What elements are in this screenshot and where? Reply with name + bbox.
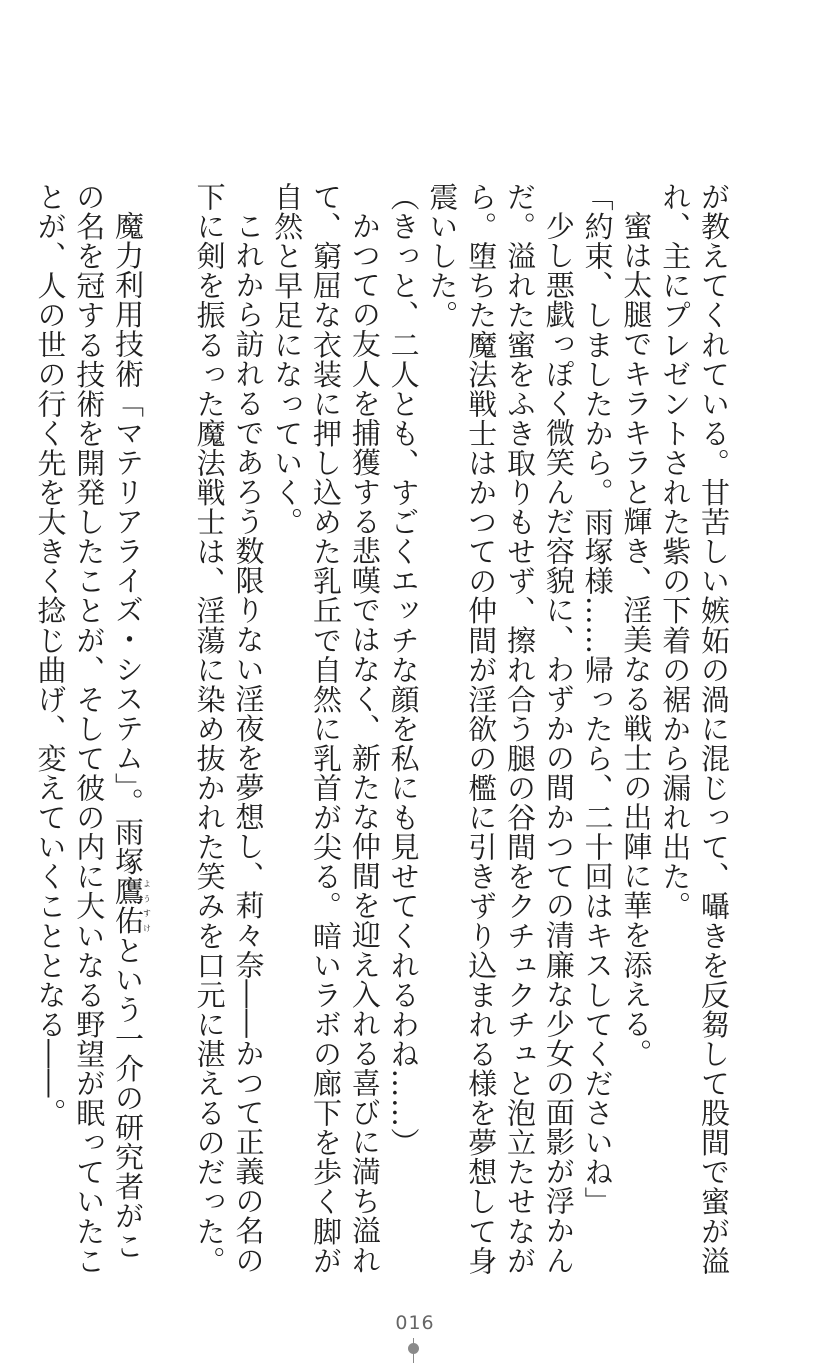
ruby-base: 鷹佑	[111, 876, 146, 936]
ruby-reading: ようすけ	[142, 876, 152, 936]
final-paragraph-end: という一介の研究者がこの名を冠する技術を開発したことが、そして彼の内に大いなる野望が眠っていたことが、人の世の行く先を大きく捻じ曲げ、変えていくこととなる――。	[33, 182, 146, 1276]
paragraph: が教えてくれている。甘苦しい嫉妬の渦に混じって、囁きを反芻して股間で蜜が溢れ、主にプレゼントされた紫の下着の裾から漏れ出た。	[658, 182, 731, 1276]
name-ruby	[111, 876, 152, 936]
page-marker-dot	[408, 1343, 419, 1354]
paragraph: かつての友人を捕獲する悲嘆ではなく、新たな仲間を迎え入れる喜びに満ち溢れて、窮屈な衣装に押し込めた乳丘で自然に乳首が尖る。暗いラボの廊下を歩く脚が自然と早足になっていく。	[270, 182, 382, 1276]
page-number: 016	[395, 1312, 435, 1334]
section-break	[151, 182, 190, 183]
thought-paragraph: （きっと、二人とも、すごくエッチな顔を私にも見せてくれるわね……）	[386, 182, 421, 1158]
paragraph: これから訪れるであろう数限りない淫夜を夢想し、莉々奈――かつて正義の名の下に剣を振るった魔法戦士は、淫蕩に染め抜かれた笑みを口元に湛えるのだった。	[192, 182, 266, 1276]
dialogue-paragraph: 「約束、しましたから。雨塚様……帰ったら、二十回はキスしてくださいね」	[580, 182, 615, 1217]
final-paragraph	[31, 182, 151, 1277]
paragraph: 蜜は太腿でキラキラと輝き、淫美なる戦士の出陣に華を添える。	[619, 211, 654, 1068]
final-paragraph-start: 魔力利用技術「マテリアライズ・システム」。雨塚	[111, 211, 146, 877]
paragraph: 少し悪戯っぽく微笑んだ容貌に、わずかの間かつての清廉な少女の面影が浮かんだ。溢れた蜜をふき取りもせず、擦れ合う腿の谷間をクチュクチュと泡立たせながら。堕ちた魔法戦士はかつての仲間が淫欲の檻に引きずり込まれる様を夢想して身震いした。	[425, 182, 576, 1276]
vertical-text-body	[33, 182, 733, 1277]
